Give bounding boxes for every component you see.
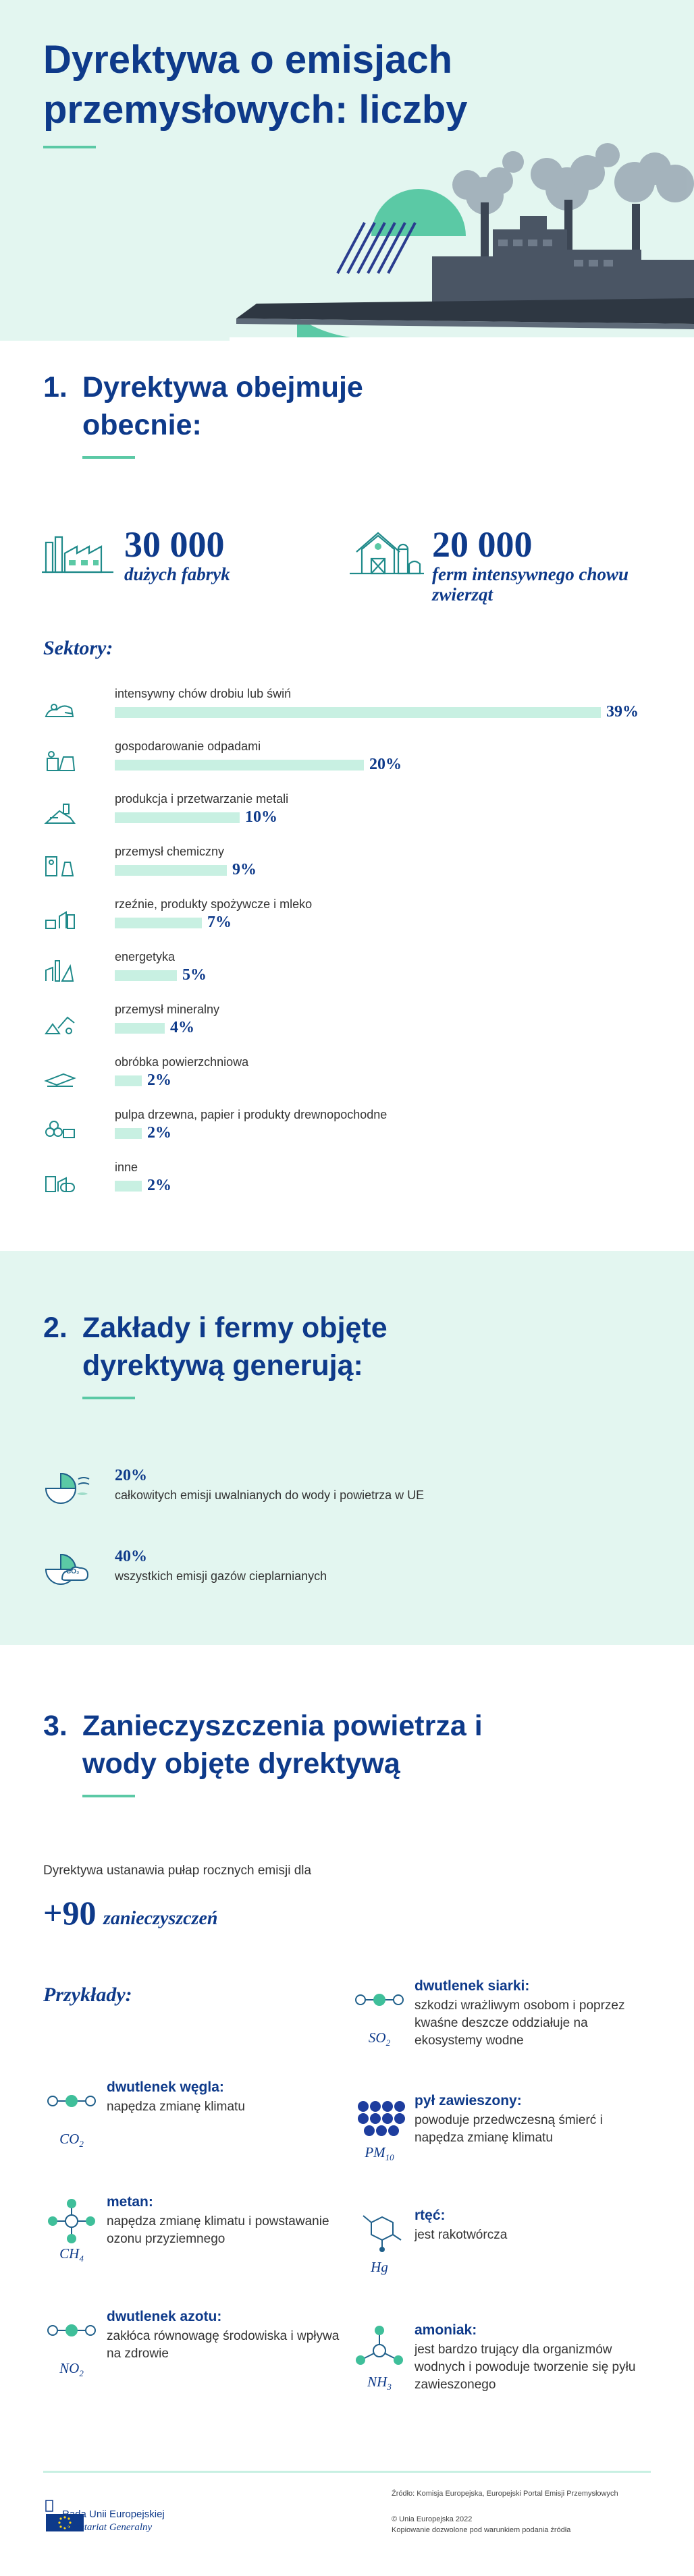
mercury-molecule-icon [351, 2206, 408, 2263]
factory-icon [42, 533, 116, 575]
section1-number: 1. [43, 371, 68, 403]
sector-label: przemysł mineralny [115, 1003, 220, 1016]
sector-row [43, 1160, 651, 1208]
footer-reuse: Kopiowanie dozwolone pod warunkiem podania źródła [392, 2526, 571, 2534]
sector-label: gospodarowanie odpadami [115, 739, 261, 753]
sector-row [43, 950, 651, 997]
pollutant-count-label: zanieczyszczeń [103, 1908, 218, 1929]
chemistry-icon [43, 850, 77, 878]
section2-title-text: Zakłady i fermy objęte dyrektywą generują: [82, 1312, 388, 1382]
pollutant-formula: $CO_2$ [59, 2131, 84, 2150]
sector-label: intensywny chów drobiu lub świń [115, 687, 292, 700]
pollutant-name: dwutlenek węgla: [107, 2079, 224, 2095]
farm-icon [350, 529, 425, 578]
footer-org-sub: Sekretariat Generalny [62, 2522, 153, 2533]
sector-bar [115, 1023, 165, 1034]
sector-row [43, 845, 651, 892]
sector-pct: 9% [232, 861, 257, 878]
sector-bar [115, 707, 601, 718]
chicken-pig-icon [43, 692, 77, 721]
sector-row [43, 792, 651, 839]
pollutant-count [43, 1893, 218, 1932]
sector-bar [115, 918, 202, 928]
pollutant-item [351, 2092, 655, 2179]
ammonia-molecule-icon [351, 2321, 408, 2378]
header-bottom-edge [0, 341, 694, 351]
energy-icon [43, 955, 77, 984]
sector-label: pulpa drzewna, papier i produkty drewnopochodne [115, 1108, 388, 1121]
sector-bar [115, 1075, 142, 1086]
stat-farms-caption: ferm intensywnego chowu zwierząt [432, 564, 629, 605]
methane-molecule-icon [43, 2193, 100, 2249]
sector-pct: 39% [606, 703, 639, 721]
sector-bar [115, 970, 177, 981]
co2-cloud-label: CO₂ [66, 1568, 80, 1575]
section1-title [43, 368, 460, 444]
footer-copyright: © Unia Europejska 2022 [392, 2515, 473, 2523]
pollutant-description: powoduje przedwczesną śmierć i napędza zmianę klimatu [415, 2113, 603, 2145]
sector-pct: 20% [369, 756, 402, 773]
section2-title [43, 1309, 501, 1384]
particulate-icon [351, 2092, 408, 2148]
sector-pct: 10% [245, 808, 277, 826]
waste-icon [43, 745, 77, 773]
sector-pct: 4% [170, 1019, 194, 1036]
pollutant-description: zakłóca równowagę środowiska i wpływa na zdrowie [107, 2329, 340, 2361]
section3-underline [82, 1795, 135, 1797]
wood-icon [43, 1113, 77, 1142]
sector-pct: 2% [147, 1124, 171, 1142]
sector-label: energetyka [115, 950, 176, 963]
pollutant-formula: $NO_2$ [59, 2360, 84, 2379]
sector-row [43, 1055, 651, 1102]
footer-divider [43, 2471, 651, 2473]
food-icon [43, 903, 77, 931]
footer-source: Źródło: Komisja Europejska, Europejski Portal Emisji Przemysłowych [392, 2490, 618, 2498]
sector-pct: 2% [147, 1177, 171, 1194]
section3-title-text: Zanieczyszczenia powietrza i wody objęte dyrektywą [82, 1710, 483, 1780]
pollutant-item [43, 2193, 347, 2280]
section3-title [43, 1707, 555, 1783]
water-air-emissions-icon [43, 1471, 93, 1506]
section3-intro: Dyrektywa ustanawia pułap rocznych emisji dla [43, 1864, 312, 1878]
factory-illustration [230, 142, 694, 351]
sector-bar [115, 812, 240, 823]
sector-row [43, 739, 651, 787]
pollutant-name: dwutlenek azotu: [107, 2309, 222, 2324]
sector-bar [115, 760, 364, 771]
emission-water-air-text: całkowitych emisji uwalnianych do wody i powietrza w UE [115, 1488, 425, 1502]
page-title: Dyrektywa o emisjach przemysłowych: liczby [43, 38, 468, 132]
sector-label: inne [115, 1160, 138, 1174]
sector-label: produkcja i przetwarzanie metali [115, 792, 289, 806]
sectors-heading: Sektory: [43, 637, 113, 659]
emission-greenhouse-pct: 40% [115, 1548, 147, 1565]
sector-pct: 2% [147, 1071, 171, 1089]
stat-factories-caption: dużych fabryk [124, 564, 230, 584]
sector-label: obróbka powierzchniowa [115, 1055, 249, 1069]
pollutant-name: pył zawieszony: [415, 2093, 522, 2108]
pollutant-formula: $CH_4$ [59, 2245, 84, 2264]
stat-farms-value: 20 000 [432, 524, 533, 565]
surface-icon [43, 1061, 77, 1089]
pollutant-name: metan: [107, 2194, 153, 2210]
emission-greenhouse-text: wszystkich emisji gazów cieplarnianych [115, 1569, 327, 1583]
sector-bar [115, 1181, 142, 1192]
co2-molecule-icon [43, 2078, 100, 2135]
section2-number: 2. [43, 1312, 68, 1344]
other-icon [43, 1166, 77, 1194]
section2-underline [82, 1397, 135, 1399]
metal-icon [43, 797, 77, 826]
sector-pct: 5% [182, 966, 207, 984]
pollutant-formula: $NH_3$ [367, 2374, 392, 2392]
pollutant-item [43, 2078, 347, 2166]
examples-heading: Przykłady: [43, 1984, 132, 2006]
sector-row [43, 687, 651, 734]
title-underline [43, 146, 96, 148]
pollutant-description: jest bardzo trujący dla organizmów wodnych i powoduje tworzenie się pyłu zawieszonego [415, 2343, 636, 2392]
pollutant-description: szkodzi wrażliwym osobom i poprzez kwaśne deszcze oddziałuje na ekosystemy wodne [415, 1998, 625, 2048]
sector-pct: 7% [207, 914, 232, 931]
pollutant-item [43, 2307, 347, 2395]
sector-bar [115, 865, 227, 876]
footer-org-name: Rada Unii Europejskiej [62, 2509, 165, 2520]
pollutant-item [351, 2321, 655, 2409]
pollutant-name: rtęć: [415, 2208, 446, 2223]
sector-row [43, 1108, 651, 1155]
sector-label: rzeźnie, produkty spożywcze i mleko [115, 897, 313, 911]
sector-bar [115, 1128, 142, 1139]
pollutant-description: napędza zmianę klimatu i powstawanie ozonu przyziemnego [107, 2214, 329, 2246]
sector-label: przemysł chemiczny [115, 845, 225, 858]
sector-row [43, 1003, 651, 1050]
so2-molecule-icon [351, 1977, 408, 2034]
section3-number: 3. [43, 1710, 68, 1742]
pollutant-name: dwutlenek siarki: [415, 1978, 530, 1994]
sector-row [43, 897, 651, 945]
pollutant-name: amoniak: [415, 2322, 477, 2338]
pollutant-formula: $SO_2$ [368, 2029, 391, 2048]
pollutant-description: jest rakotwórcza [415, 2228, 508, 2242]
pollutant-description: napędza zmianę klimatu [107, 2100, 245, 2114]
pollutant-item [351, 1977, 655, 2065]
pollutant-formula: $PM_{10}$ [365, 2144, 394, 2163]
stat-factories-value: 30 000 [124, 524, 225, 565]
section1-underline [82, 456, 135, 459]
pollutant-formula: Hg [371, 2259, 388, 2275]
mining-icon [43, 1008, 77, 1036]
pollutant-item [351, 2206, 655, 2294]
emission-water-air-pct: 20% [115, 1467, 147, 1484]
no2-molecule-icon [43, 2307, 100, 2364]
section1-title-text: Dyrektywa obejmuje obecnie: [82, 371, 363, 441]
pollutant-count-value: +90 [43, 1894, 97, 1932]
